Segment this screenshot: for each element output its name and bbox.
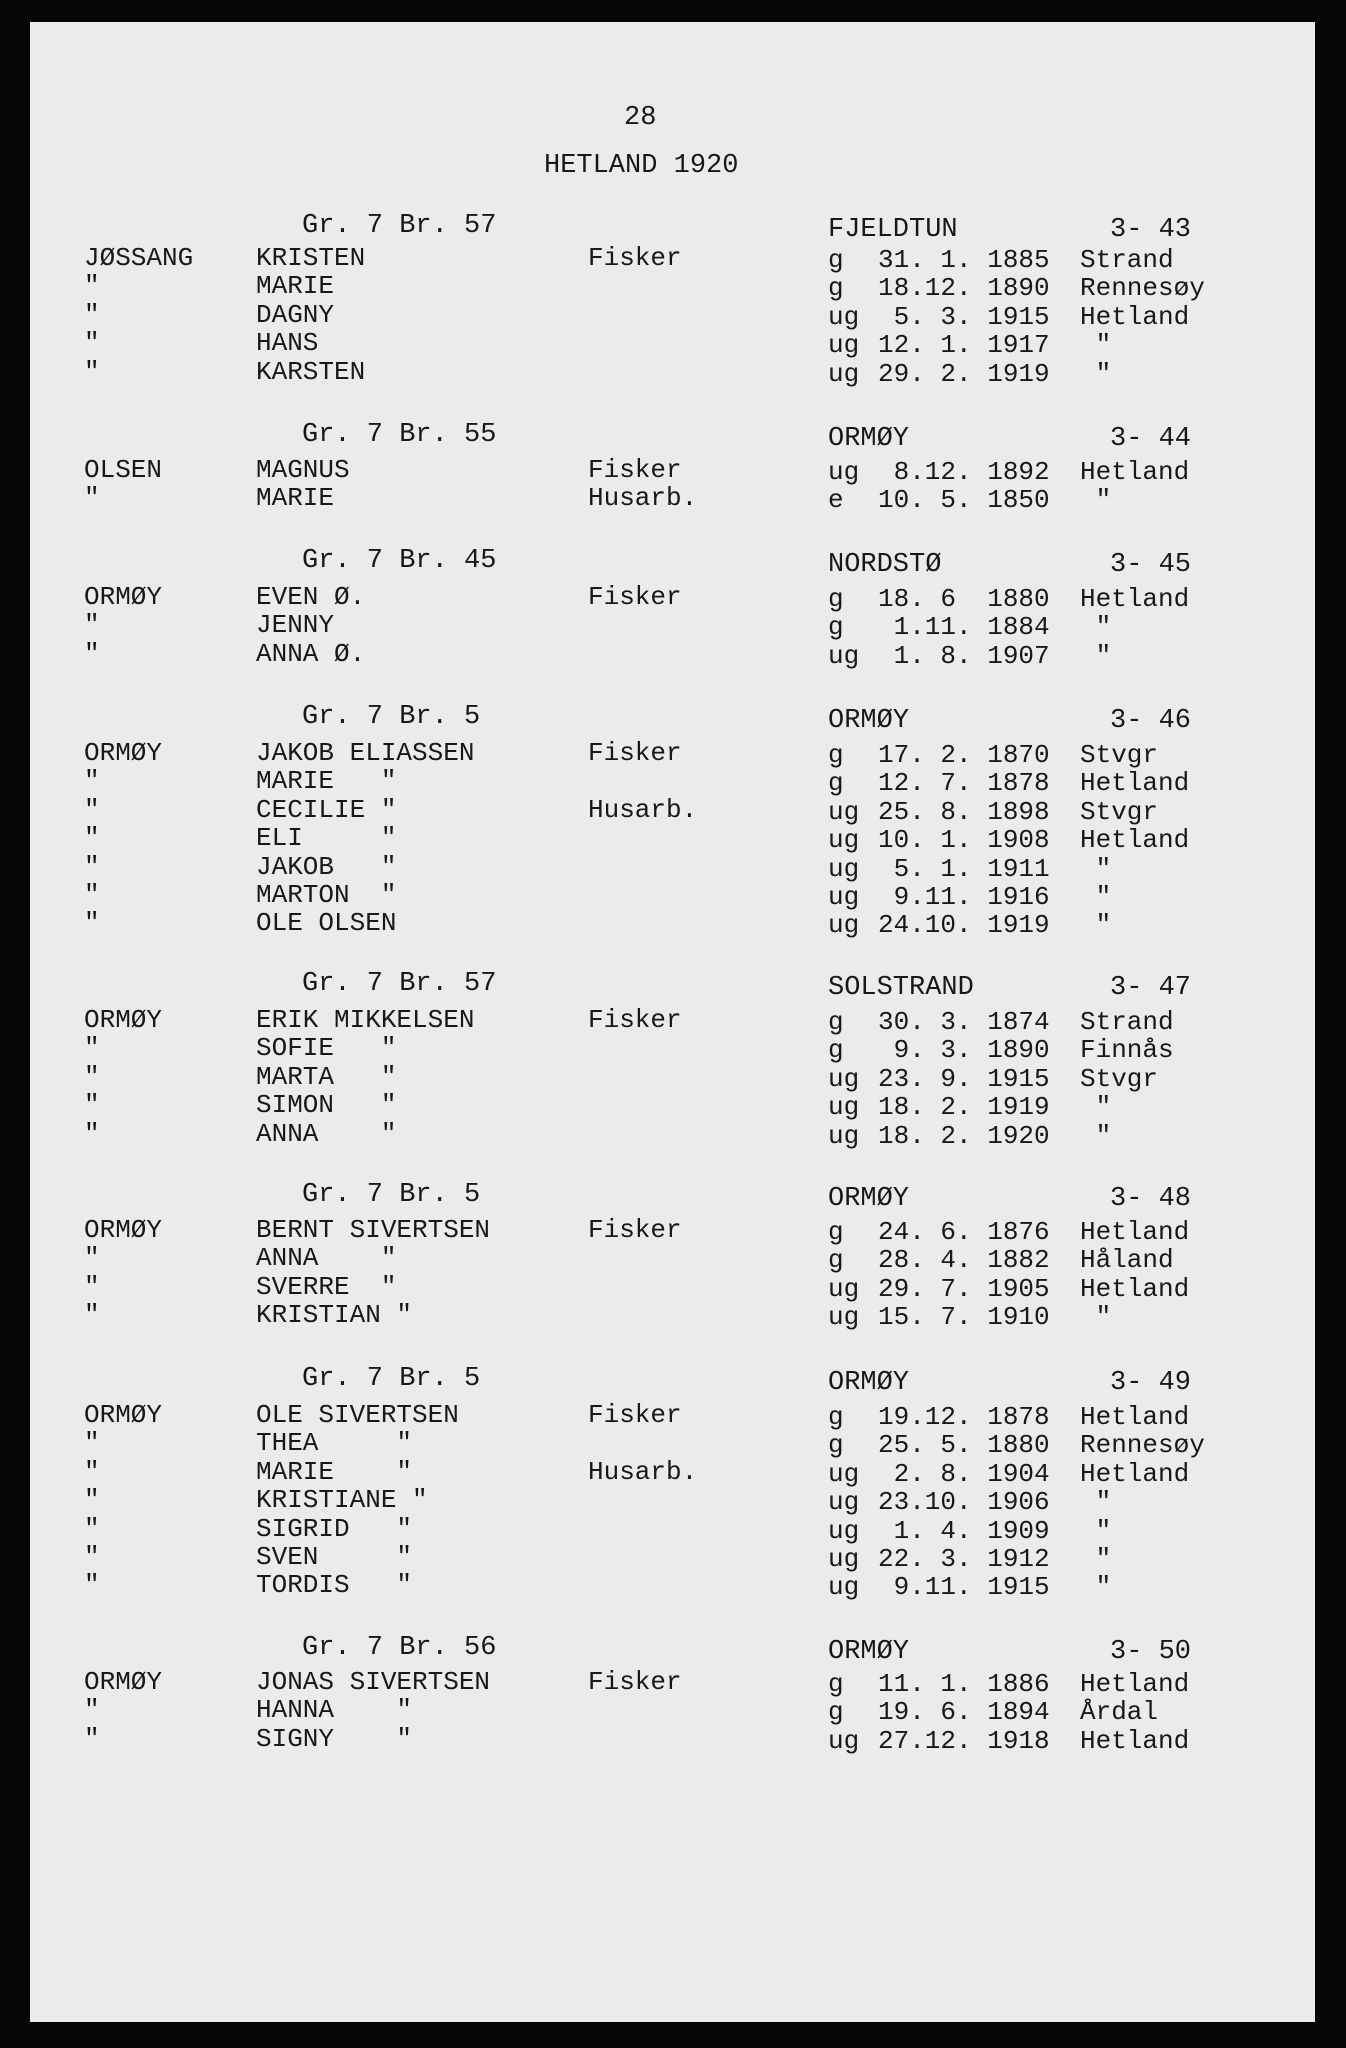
member-birth-date: 17. 2. 1870 [878, 740, 1050, 770]
household-code: 3- 49 [1110, 1368, 1192, 1398]
member-occupation: Fisker [588, 1005, 682, 1035]
member-marital-status: g [828, 740, 844, 770]
member-marital-status: g [828, 1669, 844, 1699]
member-given-name: MARIE [256, 271, 335, 301]
member-birth-date: 24. 6. 1876 [878, 1217, 1050, 1247]
member-surname: ORMØY [84, 1005, 163, 1035]
member-birthplace: Hetland [1080, 1669, 1190, 1699]
member-surname: " [84, 1514, 100, 1544]
member-marital-status: g [828, 245, 844, 275]
member-marital-status: ug [828, 330, 860, 360]
household-farm-name: ORMØY [828, 1637, 910, 1667]
member-surname: ORMØY [84, 1667, 163, 1697]
member-occupation: Fisker [588, 582, 682, 612]
member-birth-date: 29. 7. 1905 [878, 1274, 1050, 1304]
member-occupation: Fisker [588, 738, 682, 768]
member-given-name: JENNY [256, 610, 335, 640]
member-marital-status: ug [828, 1726, 860, 1756]
member-surname: " [84, 1542, 100, 1572]
member-surname: " [84, 1457, 100, 1487]
member-birthplace: Hetland [1080, 302, 1190, 332]
member-surname: " [84, 1724, 100, 1754]
member-birth-date: 28. 4. 1882 [878, 1245, 1050, 1275]
member-birthplace: Hetland [1080, 1726, 1190, 1756]
member-given-name: SVEN " [256, 1542, 413, 1572]
member-marital-status: g [828, 1217, 844, 1247]
member-birth-date: 31. 1. 1885 [878, 245, 1050, 275]
member-given-name: SIMON " [256, 1090, 397, 1120]
member-birthplace: Årdal [1080, 1697, 1159, 1727]
member-surname: ORMØY [84, 1215, 163, 1245]
member-marital-status: g [828, 768, 844, 798]
member-surname: " [84, 766, 100, 796]
member-marital-status: ug [828, 1487, 860, 1517]
household-farm-name: ORMØY [828, 706, 910, 736]
member-birth-date: 15. 7. 1910 [878, 1302, 1050, 1332]
member-surname: " [84, 1695, 100, 1725]
member-birth-date: 25. 8. 1898 [878, 797, 1050, 827]
member-given-name: MAGNUS [256, 455, 350, 485]
member-marital-status: ug [828, 882, 860, 912]
member-marital-status: ug [828, 359, 860, 389]
household-code: 3- 50 [1110, 1637, 1192, 1667]
member-birth-date: 8.12. 1892 [878, 457, 1050, 487]
member-birth-date: 5. 1. 1911 [878, 854, 1050, 884]
member-occupation: Husarb. [588, 483, 698, 513]
member-given-name: CECILIE " [256, 795, 397, 825]
member-birthplace: Hetland [1080, 768, 1190, 798]
member-surname: " [84, 823, 100, 853]
member-birthplace: Hetland [1080, 825, 1190, 855]
household-gr-br: Gr. 7 Br. 5 [302, 1364, 481, 1394]
household-code: 3- 45 [1110, 550, 1192, 580]
member-birthplace: Stvgr [1080, 797, 1159, 827]
member-marital-status: ug [828, 1092, 860, 1122]
member-surname: " [84, 1300, 100, 1330]
member-birth-date: 19. 6. 1894 [878, 1697, 1050, 1727]
member-birth-date: 2. 8. 1904 [878, 1459, 1050, 1489]
member-surname: " [84, 328, 100, 358]
member-birthplace: " [1080, 1302, 1112, 1332]
member-surname: " [84, 1570, 100, 1600]
member-given-name: ANNA " [256, 1119, 397, 1149]
member-given-name: THEA " [256, 1428, 413, 1458]
member-given-name: KRISTIANE " [256, 1485, 428, 1515]
member-surname: " [84, 795, 100, 825]
member-surname: ORMØY [84, 582, 163, 612]
member-given-name: JAKOB ELIASSEN [256, 738, 475, 768]
member-occupation: Fisker [588, 1400, 682, 1430]
member-birth-date: 10. 5. 1850 [878, 485, 1050, 515]
member-given-name: ELI " [256, 823, 397, 853]
member-marital-status: g [828, 1430, 844, 1460]
household-farm-name: ORMØY [828, 424, 910, 454]
household-farm-name: FJELDTUN [828, 215, 958, 245]
member-birthplace: " [1080, 612, 1112, 642]
member-given-name: OLE OLSEN [256, 908, 397, 938]
member-marital-status: ug [828, 641, 860, 671]
member-marital-status: ug [828, 910, 860, 940]
member-birth-date: 9. 3. 1890 [878, 1035, 1050, 1065]
member-given-name: KARSTEN [256, 357, 366, 387]
member-marital-status: ug [828, 825, 860, 855]
member-occupation: Fisker [588, 455, 682, 485]
household-code: 3- 46 [1110, 706, 1192, 736]
member-birth-date: 29. 2. 1919 [878, 359, 1050, 389]
member-marital-status: g [828, 584, 844, 614]
member-birthplace: Hetland [1080, 1459, 1190, 1489]
member-given-name: HANNA " [256, 1695, 413, 1725]
member-given-name: MARIE [256, 483, 335, 513]
member-marital-status: ug [828, 302, 860, 332]
household-farm-name: ORMØY [828, 1184, 910, 1214]
member-given-name: ANNA " [256, 1243, 397, 1273]
member-occupation: Husarb. [588, 1457, 698, 1487]
member-marital-status: g [828, 1697, 844, 1727]
member-birth-date: 9.11. 1915 [878, 1572, 1050, 1602]
household-gr-br: Gr. 7 Br. 56 [302, 1633, 497, 1663]
member-surname: " [84, 1272, 100, 1302]
member-birthplace: " [1080, 1572, 1112, 1602]
member-birthplace: " [1080, 1516, 1112, 1546]
household-code: 3- 47 [1110, 973, 1192, 1003]
member-surname: " [84, 1090, 100, 1120]
member-birthplace: Strand [1080, 245, 1174, 275]
member-occupation: Fisker [588, 1667, 682, 1697]
member-birth-date: 9.11. 1916 [878, 882, 1050, 912]
member-given-name: MARIE " [256, 766, 397, 796]
household-code: 3- 44 [1110, 424, 1192, 454]
member-surname: " [84, 357, 100, 387]
page-title: HETLAND 1920 [544, 151, 739, 181]
member-surname: ORMØY [84, 1400, 163, 1430]
member-marital-status: ug [828, 1572, 860, 1602]
member-surname: " [84, 610, 100, 640]
member-marital-status: ug [828, 1274, 860, 1304]
member-surname: " [84, 1119, 100, 1149]
member-birthplace: Stvgr [1080, 740, 1159, 770]
member-birthplace: " [1080, 1487, 1112, 1517]
member-marital-status: ug [828, 1459, 860, 1489]
member-birthplace: Rennesøy [1080, 1430, 1205, 1460]
member-birthplace: " [1080, 641, 1112, 671]
member-occupation: Fisker [588, 1215, 682, 1245]
member-surname: " [84, 880, 100, 910]
member-surname: JØSSANG [84, 243, 194, 273]
member-surname: " [84, 1243, 100, 1273]
member-marital-status: ug [828, 1544, 860, 1574]
member-marital-status: g [828, 1402, 844, 1432]
member-surname: " [84, 908, 100, 938]
member-birthplace: Hetland [1080, 457, 1190, 487]
member-marital-status: g [828, 1245, 844, 1275]
member-birth-date: 23. 9. 1915 [878, 1064, 1050, 1094]
member-surname: " [84, 1428, 100, 1458]
member-birth-date: 1. 4. 1909 [878, 1516, 1050, 1546]
household-farm-name: NORDSTØ [828, 550, 942, 580]
member-birth-date: 12. 7. 1878 [878, 768, 1050, 798]
member-surname: " [84, 1485, 100, 1515]
member-given-name: TORDIS " [256, 1570, 413, 1600]
member-surname: " [84, 271, 100, 301]
member-birthplace: Hetland [1080, 1274, 1190, 1304]
member-birthplace: " [1080, 359, 1112, 389]
member-birthplace: " [1080, 882, 1112, 912]
member-marital-status: ug [828, 1064, 860, 1094]
member-birth-date: 24.10. 1919 [878, 910, 1050, 940]
member-birth-date: 18. 2. 1919 [878, 1092, 1050, 1122]
member-given-name: MARTON " [256, 880, 397, 910]
member-marital-status: g [828, 612, 844, 642]
member-birth-date: 18.12. 1890 [878, 273, 1050, 303]
member-surname: " [84, 1062, 100, 1092]
member-marital-status: ug [828, 1121, 860, 1151]
member-surname: " [84, 300, 100, 330]
member-birth-date: 23.10. 1906 [878, 1487, 1050, 1517]
member-birth-date: 1. 8. 1907 [878, 641, 1050, 671]
member-given-name: MARTA " [256, 1062, 397, 1092]
household-code: 3- 43 [1110, 215, 1192, 245]
member-birth-date: 12. 1. 1917 [878, 330, 1050, 360]
member-birth-date: 22. 3. 1912 [878, 1544, 1050, 1574]
member-birthplace: " [1080, 485, 1112, 515]
member-given-name: BERNT SIVERTSEN [256, 1215, 491, 1245]
member-given-name: SIGNY " [256, 1724, 413, 1754]
member-marital-status: ug [828, 1516, 860, 1546]
member-given-name: ERIK MIKKELSEN [256, 1005, 475, 1035]
member-marital-status: g [828, 273, 844, 303]
member-birth-date: 27.12. 1918 [878, 1726, 1050, 1756]
member-given-name: ANNA Ø. [256, 639, 366, 669]
household-farm-name: SOLSTRAND [828, 973, 974, 1003]
member-birth-date: 10. 1. 1908 [878, 825, 1050, 855]
member-occupation: Husarb. [588, 795, 698, 825]
member-surname: " [84, 483, 100, 513]
household-gr-br: Gr. 7 Br. 55 [302, 420, 497, 450]
member-marital-status: ug [828, 854, 860, 884]
member-birthplace: Hetland [1080, 1402, 1190, 1432]
household-gr-br: Gr. 7 Br. 57 [302, 969, 497, 999]
member-birth-date: 11. 1. 1886 [878, 1669, 1050, 1699]
member-birthplace: Finnås [1080, 1035, 1174, 1065]
household-gr-br: Gr. 7 Br. 57 [302, 211, 497, 241]
member-surname: " [84, 852, 100, 882]
member-given-name: DAGNY [256, 300, 335, 330]
member-birthplace: " [1080, 330, 1112, 360]
member-surname: OLSEN [84, 455, 163, 485]
member-birthplace: " [1080, 1544, 1112, 1574]
page-number: 28 [624, 103, 657, 133]
member-birthplace: Rennesøy [1080, 273, 1205, 303]
member-given-name: JONAS SIVERTSEN [256, 1667, 491, 1697]
household-gr-br: Gr. 7 Br. 45 [302, 546, 497, 576]
member-marital-status: g [828, 1035, 844, 1065]
member-marital-status: ug [828, 457, 860, 487]
member-birth-date: 18. 6 1880 [878, 584, 1050, 614]
member-given-name: SVERRE " [256, 1272, 397, 1302]
household-code: 3- 48 [1110, 1184, 1192, 1214]
member-marital-status: ug [828, 1302, 860, 1332]
member-birthplace: Hetland [1080, 1217, 1190, 1247]
member-birthplace: Strand [1080, 1007, 1174, 1037]
member-surname: " [84, 639, 100, 669]
member-birthplace: " [1080, 1092, 1112, 1122]
member-given-name: MARIE " [256, 1457, 413, 1487]
member-birthplace: " [1080, 1121, 1112, 1151]
member-surname: " [84, 1033, 100, 1063]
member-birthplace: Håland [1080, 1245, 1174, 1275]
member-given-name: HANS [256, 328, 319, 358]
member-birthplace: Stvgr [1080, 1064, 1159, 1094]
member-marital-status: g [828, 1007, 844, 1037]
member-birthplace: " [1080, 910, 1112, 940]
member-birth-date: 25. 5. 1880 [878, 1430, 1050, 1460]
member-birthplace: Hetland [1080, 584, 1190, 614]
member-birth-date: 18. 2. 1920 [878, 1121, 1050, 1151]
member-given-name: KRISTEN [256, 243, 366, 273]
household-gr-br: Gr. 7 Br. 5 [302, 702, 481, 732]
member-given-name: OLE SIVERTSEN [256, 1400, 459, 1430]
member-marital-status: e [828, 485, 844, 515]
member-given-name: KRISTIAN " [256, 1300, 413, 1330]
household-gr-br: Gr. 7 Br. 5 [302, 1180, 481, 1210]
member-surname: ORMØY [84, 738, 163, 768]
member-birthplace: " [1080, 854, 1112, 884]
member-given-name: JAKOB " [256, 852, 397, 882]
member-birth-date: 19.12. 1878 [878, 1402, 1050, 1432]
member-birth-date: 5. 3. 1915 [878, 302, 1050, 332]
member-marital-status: ug [828, 797, 860, 827]
member-birth-date: 30. 3. 1874 [878, 1007, 1050, 1037]
member-given-name: EVEN Ø. [256, 582, 366, 612]
member-occupation: Fisker [588, 243, 682, 273]
member-birth-date: 1.11. 1884 [878, 612, 1050, 642]
member-given-name: SIGRID " [256, 1514, 413, 1544]
member-given-name: SOFIE " [256, 1033, 397, 1063]
household-farm-name: ORMØY [828, 1368, 910, 1398]
